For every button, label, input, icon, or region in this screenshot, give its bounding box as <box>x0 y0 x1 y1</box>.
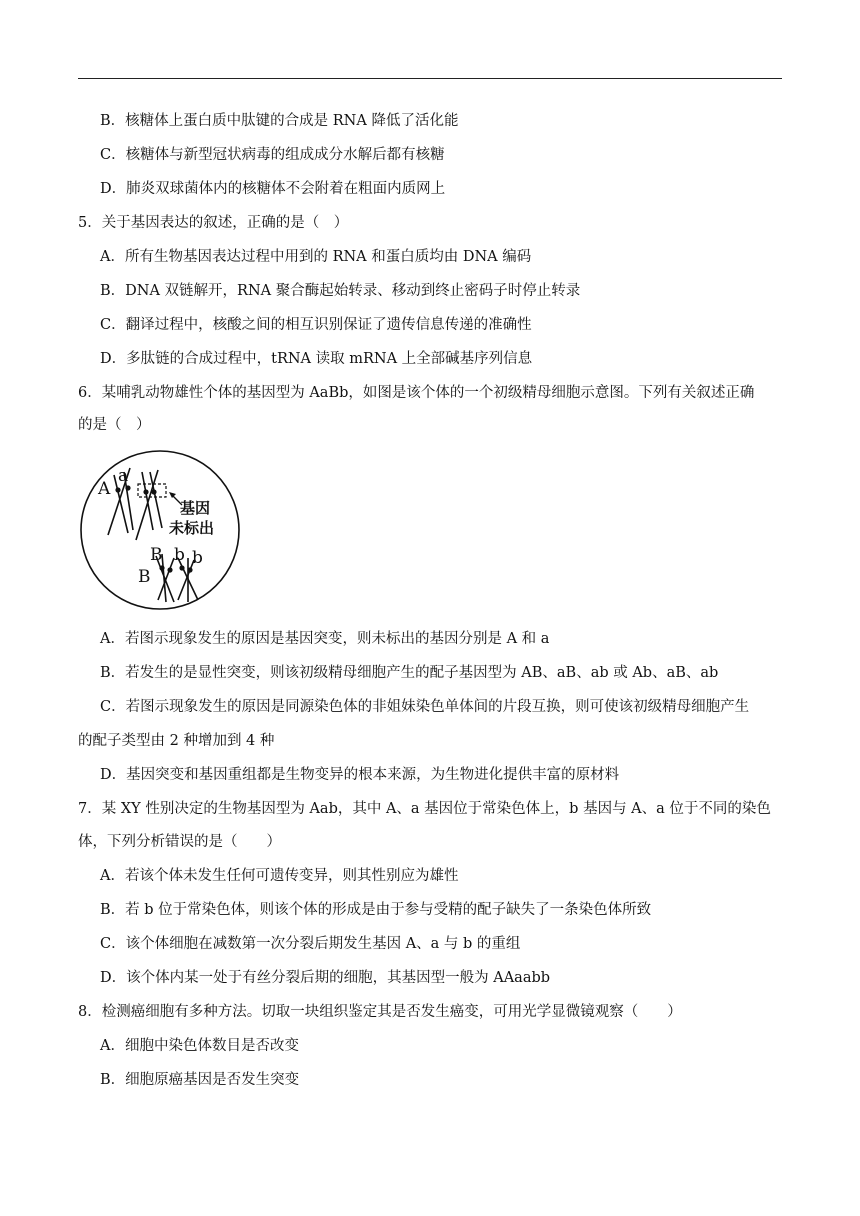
annotation-line-1: 基因 <box>180 499 211 517</box>
q8-option-b: B．细胞原癌基因是否发生突变 <box>100 1072 300 1088</box>
header-rule <box>78 78 782 79</box>
gene-label-b-left: b <box>174 545 185 565</box>
q4-option-b: B．核糖体上蛋白质中肽键的合成是 RNA 降低了活化能 <box>100 113 459 129</box>
gene-label-B-lower: B <box>138 567 151 587</box>
q4-option-d: D．肺炎双球菌体内的核糖体不会附着在粗面内质网上 <box>100 181 446 197</box>
q6-option-a: A．若图示现象发生的原因是基因突变，则未标出的基因分别是 A 和 a <box>100 631 550 647</box>
q7-stem-cont: 体，下列分析错误的是（ ） <box>78 834 281 850</box>
q5-stem: 5．关于基因表达的叙述，正确的是（ ） <box>78 215 349 231</box>
q7-option-a: A．若该个体未发生任何可遗传变异，则其性别应为雄性 <box>100 868 459 884</box>
q5-option-d: D．多肽链的合成过程中，tRNA 读取 mRNA 上全部碱基序列信息 <box>100 351 533 367</box>
q8-stem: 8．检测癌细胞有多种方法。切取一块组织鉴定其是否发生癌变，可用光学显微镜观察（ ） <box>78 1004 682 1020</box>
q6-option-b: B．若发生的是显性突变，则该初级精母细胞产生的配子基因型为 AB、aB、ab 或 Ab、aB、ab <box>100 665 719 681</box>
q8-option-a: A．细胞中染色体数目是否改变 <box>100 1038 299 1054</box>
q4-option-c: C．核糖体与新型冠状病毒的组成成分水解后都有核糖 <box>100 147 445 163</box>
q6-option-d: D．基因突变和基因重组都是生物变异的根本来源，为生物进化提供丰富的原材料 <box>100 767 620 783</box>
q5-option-b: B．DNA 双链解开，RNA 聚合酶起始转录、移动到终止密码子时停止转录 <box>100 283 581 299</box>
q7-stem: 7．某 XY 性别决定的生物基因型为 Aab，其中 A、a 基因位于常染色体上，b 基因与 A、a 位于不同的染色 <box>78 801 771 817</box>
q6-stem-cont: 的是（ ） <box>78 417 151 433</box>
q6-option-c: C．若图示现象发生的原因是同源染色体的非姐妹染色单体间的片段互换，则可使该初级精母细胞产生 <box>100 699 750 715</box>
q5-option-c: C．翻译过程中，核酸之间的相互识别保证了遗传信息传递的准确性 <box>100 317 532 333</box>
q7-option-b: B．若 b 位于常染色体，则该个体的形成是由于参与受精的配子缺失了一条染色体所致 <box>100 902 652 918</box>
q7-option-d: D．该个体内某一处于有丝分裂后期的细胞，其基因型一般为 AAaabb <box>100 970 551 986</box>
q6-stem: 6．某哺乳动物雄性个体的基因型为 AaBb，如图是该个体的一个初级精母细胞示意图。下列有关叙述正确 <box>78 385 755 401</box>
gene-label-a: a <box>118 466 129 486</box>
q5-option-a: A．所有生物基因表达过程中用到的 RNA 和蛋白质均由 DNA 编码 <box>100 249 532 265</box>
gene-label-b-right: b <box>192 548 203 568</box>
q7-option-c: C．该个体细胞在减数第一次分裂后期发生基因 A、a 与 b 的重组 <box>100 936 521 952</box>
cell-diagram <box>78 450 248 610</box>
cell-membrane <box>81 451 239 609</box>
q6-option-c-cont: 的配子类型由 2 种增加到 4 种 <box>78 733 275 749</box>
gene-label-B-upper: B <box>150 545 163 565</box>
gene-label-A: A <box>98 479 111 499</box>
annotation-line-2: 未标出 <box>169 519 215 537</box>
